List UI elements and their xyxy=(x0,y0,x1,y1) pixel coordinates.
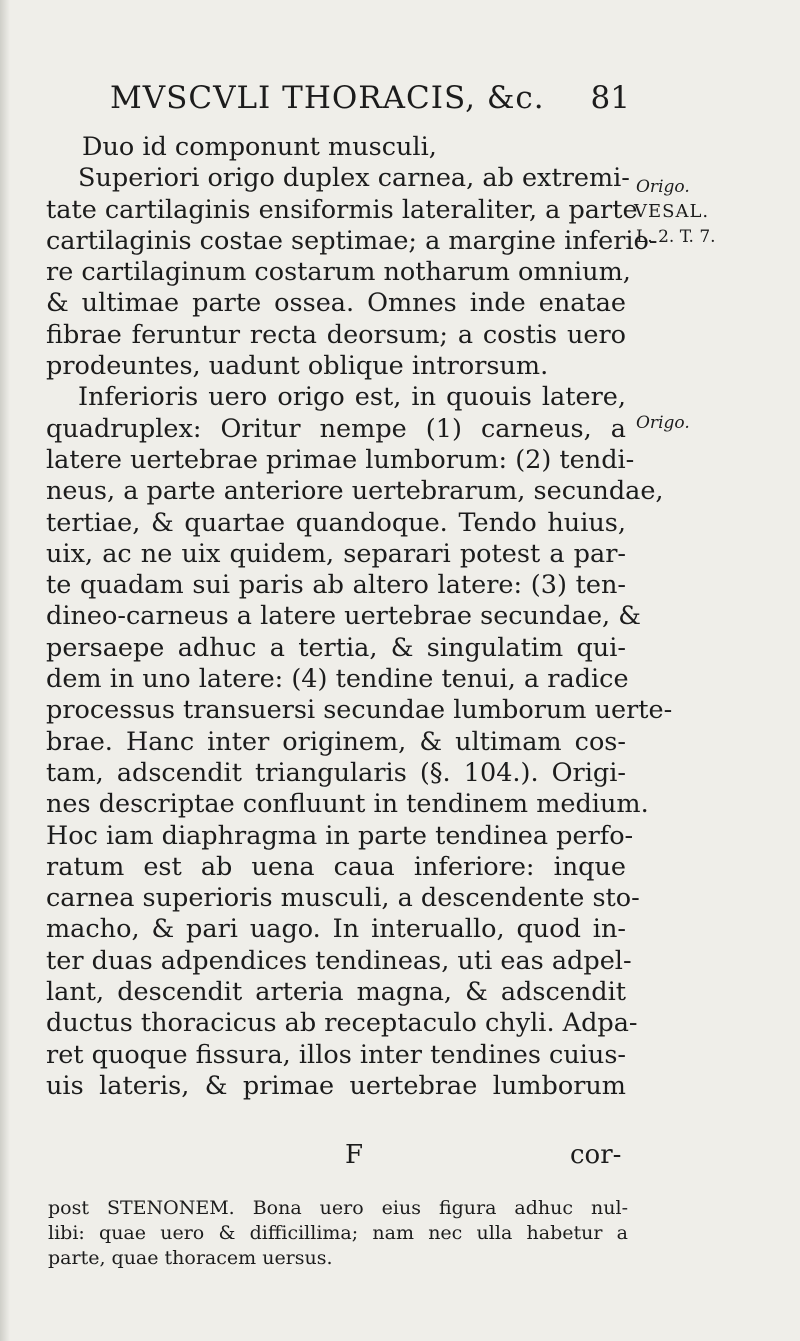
text-line: brae. Hanc inter originem, & ultimam cos- xyxy=(46,726,626,757)
text-line: macho, & pari uago. In interuallo, quod in- xyxy=(46,914,626,945)
signature-mark: F xyxy=(345,1140,364,1170)
footnote-line: parte, quae thoracem uersus. xyxy=(48,1247,333,1269)
text-line: carnea superioris musculi, a descendente sto- xyxy=(46,883,640,914)
margin-note-vesal: VESAL. xyxy=(634,201,710,222)
page-number: 81 xyxy=(590,80,630,116)
margin-note-origo: Origo. xyxy=(636,177,690,197)
text-line: Superiori origo duplex carnea, ab extremi- xyxy=(78,163,630,194)
text-line: Duo id componunt musculi, xyxy=(82,132,437,162)
text-line: uix, ac ne uix quidem, separari potest a par- xyxy=(46,538,626,569)
text-line: tam, adscendit triangularis (§. 104.). Origi- xyxy=(46,757,626,788)
text-line: prodeuntes, uadunt oblique introrsum. xyxy=(46,351,549,382)
text-line: ratum est ab uena caua inferiore: inque xyxy=(46,851,626,882)
text-line: neus, a parte anteriore uertebrarum, secundae, xyxy=(46,476,664,507)
margin-note-origo-2: Origo. xyxy=(636,413,690,433)
text-line: cartilaginis costae septimae; a margine inferio- xyxy=(46,225,658,256)
text-line: lant, descendit arteria magna, & adscendit xyxy=(46,977,626,1008)
catchword: cor- xyxy=(570,1140,622,1170)
text-line: quadruplex: Oritur nempe (1) carneus, a xyxy=(46,413,626,444)
text-line: te quadam sui paris ab altero latere: (3) ten- xyxy=(46,570,626,601)
margin-note-reference: L. 2. T. 7. xyxy=(636,227,716,247)
text-line: tate cartilaginis ensiformis lateraliter, a parte xyxy=(46,194,638,225)
text-line: fibrae feruntur recta deorsum; a costis uero xyxy=(46,319,626,350)
text-line: latere uertebrae primae lumborum: (2) tendi- xyxy=(46,444,635,475)
text-line: ter duas adpendices tendineas, uti eas adpel- xyxy=(46,945,632,976)
text-line: ret quoque fissura, illos inter tendines cuius- xyxy=(46,1039,627,1070)
text-line: processus transuersi secundae lumborum uerte- xyxy=(46,695,673,726)
text-line: tertiae, & quartae quandoque. Tendo huius, xyxy=(46,507,626,538)
text-line: ductus thoracicus ab receptaculo chyli. Adpa- xyxy=(46,1008,638,1039)
text-line: re cartilaginum costarum notharum omnium, xyxy=(46,257,631,288)
page-spine-shadow xyxy=(0,0,10,1341)
text-line: dineo-carneus a latere uertebrae secundae, & xyxy=(46,601,641,632)
text-line: & ultimae parte ossea. Omnes inde enatae xyxy=(46,288,626,319)
text-line: uis lateris, & primae uertebrae lumborum xyxy=(46,1070,626,1101)
running-title: MVSCVLI THORACIS, &c. xyxy=(110,80,545,116)
text-line: nes descriptae confluunt in tendinem medium. xyxy=(46,789,649,820)
text-line: dem in uno latere: (4) tendine tenui, a radice xyxy=(46,664,629,695)
text-line: Hoc iam diaphragma in parte tendinea perfo- xyxy=(46,820,634,851)
footnote-line: post STENONEM. Bona uero eius figura adhuc nul- xyxy=(48,1197,628,1219)
text-line: persaepe adhuc a tertia, & singulatim qui- xyxy=(46,632,626,663)
page-header xyxy=(110,80,630,120)
footnote-line: libi: quae uero & difficillima; nam nec ulla habetur a xyxy=(48,1222,628,1244)
text-line: Inferioris uero origo est, in quouis latere, xyxy=(78,382,626,413)
footnote xyxy=(48,1196,628,1271)
